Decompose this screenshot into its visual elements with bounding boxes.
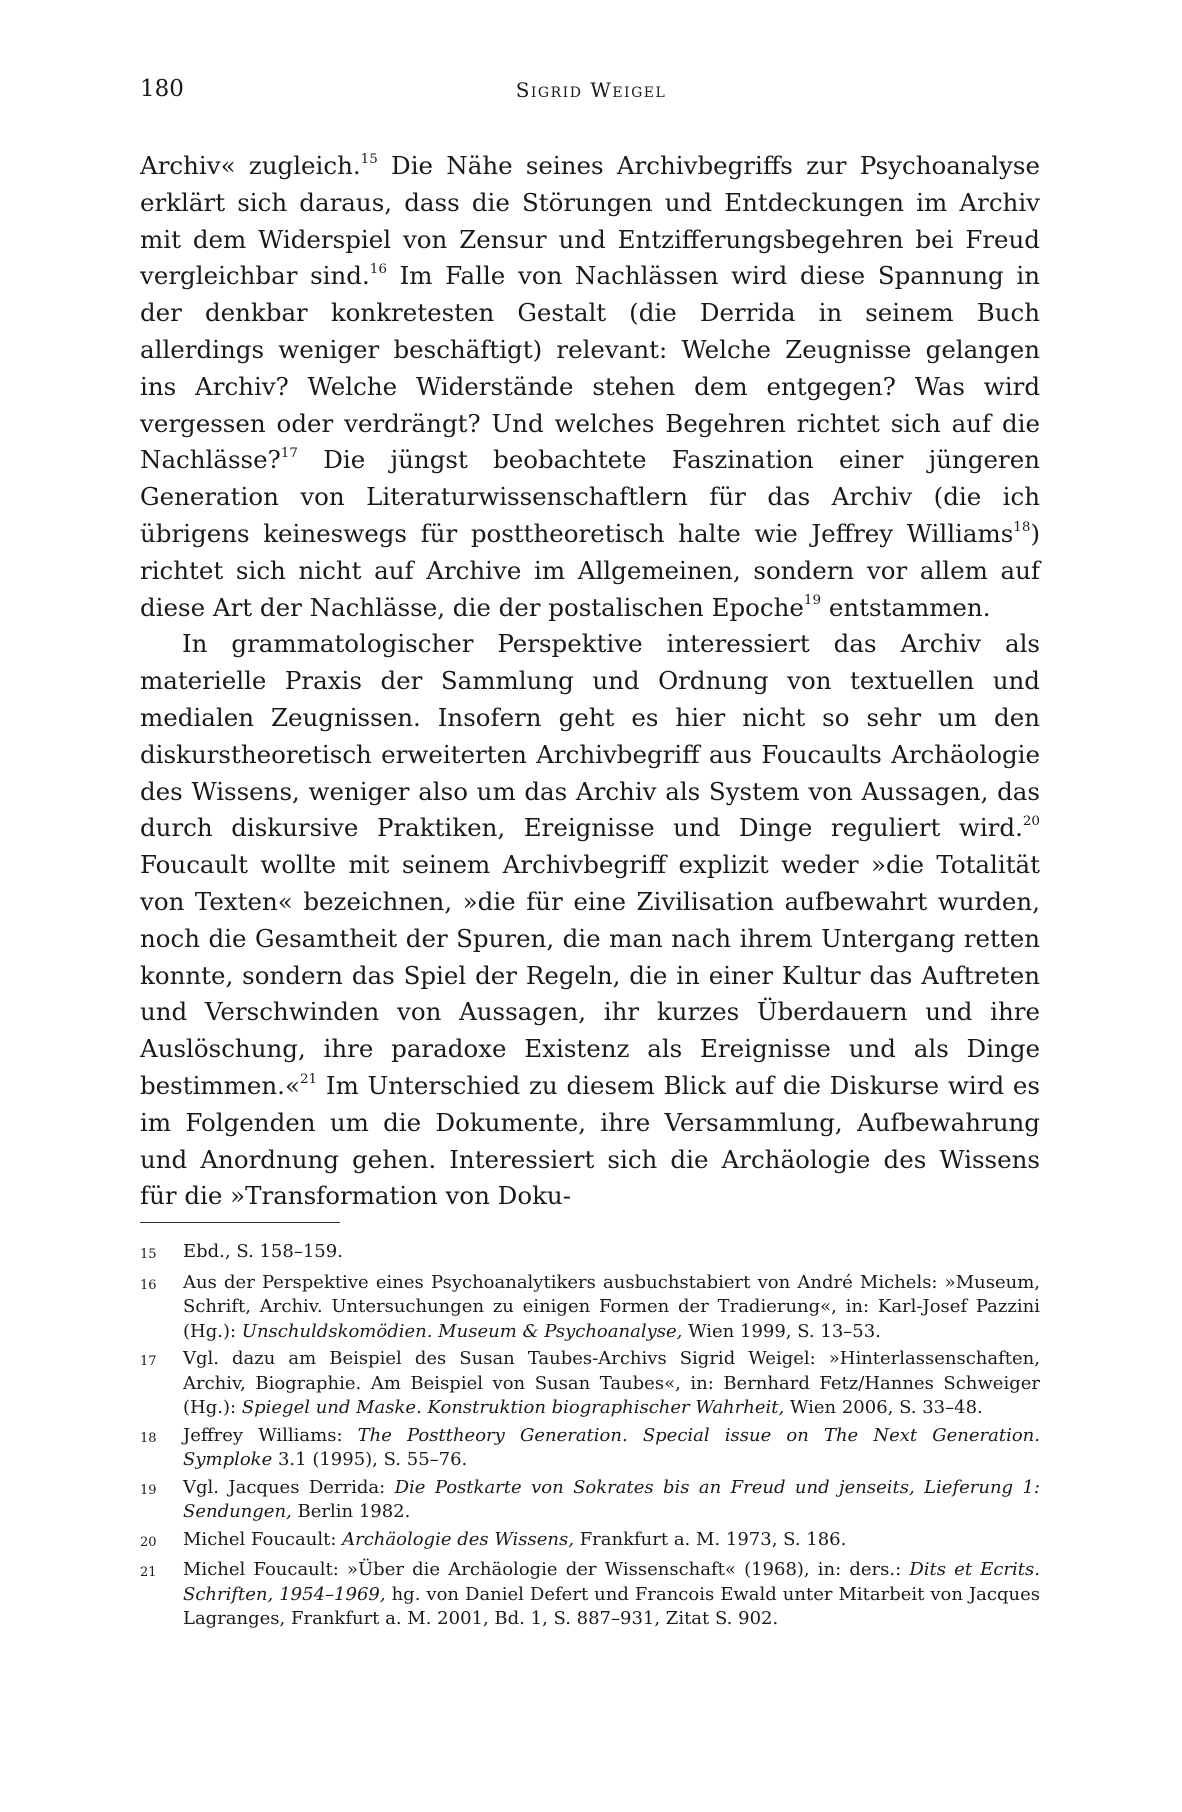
- footnote-16: [140, 1271, 1040, 1345]
- footnote-ref-17: 17: [280, 445, 298, 462]
- paragraph-2: In grammatologischer Perspektive interessiert das Archiv als materielle Praxis der Sammlung und Ordnung von textuellen und medialen Zeugnissen. Insofern geht es hier nicht so sehr um den diskurstheoretisch erweiterten Archivbegriff aus Foucaults Archäologie des Wissens, weniger also um das Archiv als System von Aussagen, das durch diskursive Praktiken, Ereignisse und Dinge reguliert wird.$^{20}$ Foucault wollte mit seinem Archivbegriff explizit weder »die Totalität von Texten« bezeichnen, »die für eine Zivilisation aufbewahrt wurden, noch die Gesamtheit der Spuren, die man nach ihrem Untergang retten konnte, sondern das Spiel der Regeln, die in einer Kultur das Auftreten und Verschwinden von Aussagen, ihr kurzes Überdauern und ihre Auslöschung, ihre paradoxe Existenz als Ereignisse und als Dinge bestimmen.«$^{21}$ Im Unterschied zu diesem Blick auf die Diskurse wird es im Folgenden um die Dokumente, ihre Versammlung, Aufbewahrung und Anordnung gehen. Interessiert sich die Archäologie des Wissens für die »Transformation von Doku-: [140, 629, 1040, 1211]
- footnotes: [140, 1240, 1040, 1635]
- footnote-ref-15: 15: [360, 150, 378, 167]
- footnote-text: Vgl. dazu am Beispiel des Susan Taubes-Archivs Sigrid Weigel: »Hinterlassenschaften, Archiv, Biographie. Am Beispiel von Susan Taubes«, in: Bernhard Fetz/Hannes Schweiger (Hg.): Spiegel und Maske. Konstruktion biographischer Wahrheit, Wien 2006, S. 33–48.: [183, 1348, 1040, 1418]
- footnote-number: 17: [140, 1354, 157, 1369]
- footnote-number: 19: [140, 1482, 157, 1498]
- running-head: Sigrid Weigel: [515, 78, 667, 102]
- footnote-ref-19: 19: [803, 592, 822, 609]
- footnote-20-italic-1: Archäologie des Wissens,: [342, 1528, 574, 1550]
- footnote-20: [140, 1528, 1040, 1556]
- footnote-17-italic-1: Spiegel und Maske. Konstruktion biographischer Wahrheit,: [241, 1397, 785, 1418]
- footnote-21-italic-1: Dits et Ecrits. Schriften, 1954–1969,: [183, 1559, 1040, 1605]
- footnote-15: [140, 1240, 1040, 1268]
- page-number: 180: [140, 76, 184, 102]
- footnote-19: [140, 1476, 1040, 1525]
- footnote-number: 15: [140, 1247, 157, 1262]
- footnote-18-italic-1: The Posttheory Generation. Special issue on The Next Generation. Symploke: [183, 1424, 1040, 1470]
- footnote-number: 20: [140, 1534, 157, 1550]
- footnote-number: 18: [140, 1430, 157, 1446]
- footnote-text: Michel Foucault: »Über die Archäologie der Wissenschaft« (1968), in: ders.: Dits et Ecrits. Schriften, 1954–1969, hg. von Daniel Defert und Francois Ewald unter Mitarbeit von Jacques Lagranges, Frankfurt a. M. 2001, Bd. 1, S. 887–931, Zitat S. 902.: [183, 1559, 1041, 1629]
- footnote-ref-18: 18: [1013, 518, 1031, 535]
- footnote-21: [140, 1558, 1040, 1632]
- footnote-16-italic-1: Unschuldskomödien. Museum & Psychoanalyse,: [241, 1320, 683, 1342]
- body-text: [140, 148, 1040, 1215]
- footnote-text: Vgl. Jacques Derrida: Die Postkarte von Sokrates bis an Freud und jenseits, Lieferung 1: Sendungen, Berlin 1982.: [183, 1476, 1040, 1522]
- footnote-text: Ebd., S. 158–159.: [183, 1241, 343, 1262]
- paragraph-1: Archiv« zugleich.$^{15}$ Die Nähe seines Archivbegriffs zur Psychoanalyse erklärt sich daraus, dass die Störungen und Entdeckungen im Archiv mit dem Widerspiel von Zensur und Entzifferungsbegehren bei Freud vergleichbar sind.$^{16}$ Im Falle von Nachlässen wird diese Spannung in der denkbar konkretesten Gestalt (die Derrida in seinem Buch allerdings weniger beschäftigt) relevant: Welche Zeugnisse gelangen ins Archiv? Welche Widerstände stehen dem entgegen? Was wird vergessen oder verdrängt? Und welches Begehren richtet sich auf die Nachlässe?$^{17}$ Die jüngst beobachtete Faszination einer jüngeren Generation von Literaturwissenschaftlern für das Archiv (die ich übrigens keineswegs für posttheoretisch halte wie Jeffrey Williams$^{18}$) richtet sich nicht auf Archive im Allgemeinen, sondern vor allem auf diese Art der Nachlässe, die der postalischen Epoche$^{19}$ entstammen.: [140, 150, 1041, 622]
- footnote-19-italic-1: Die Postkarte von Sokrates bis an Freud und jenseits, Lieferung 1: Sendungen,: [183, 1476, 1040, 1522]
- footnote-text: Jeffrey Williams: The Posttheory Generation. Special issue on The Next Generation. Symploke 3.1 (1995), S. 55–76.: [183, 1424, 1040, 1470]
- footnote-ref-16: 16: [369, 261, 387, 278]
- footnote-18: [140, 1424, 1040, 1473]
- footnote-text: Aus der Perspektive eines Psychoanalytikers ausbuchstabiert von André Michels: »Museum, Schrift, Archiv. Untersuchungen zu einigen Formen der Tradierung«, in: Karl-Josef Pazzini (Hg.): Unschuldskomödien. Museum & Psychoanalyse, Wien 1999, S. 13–53.: [183, 1271, 1040, 1342]
- footnote-number: 16: [140, 1277, 157, 1293]
- footnote-ref-21: 21: [299, 1070, 318, 1087]
- footnote-17: [140, 1347, 1040, 1421]
- footnote-rule: [140, 1222, 340, 1223]
- footnote-number: 21: [140, 1565, 157, 1580]
- footnote-ref-20: 20: [1022, 813, 1040, 830]
- footnote-text: Michel Foucault: Archäologie des Wissens, Frankfurt a. M. 1973, S. 186.: [183, 1528, 847, 1550]
